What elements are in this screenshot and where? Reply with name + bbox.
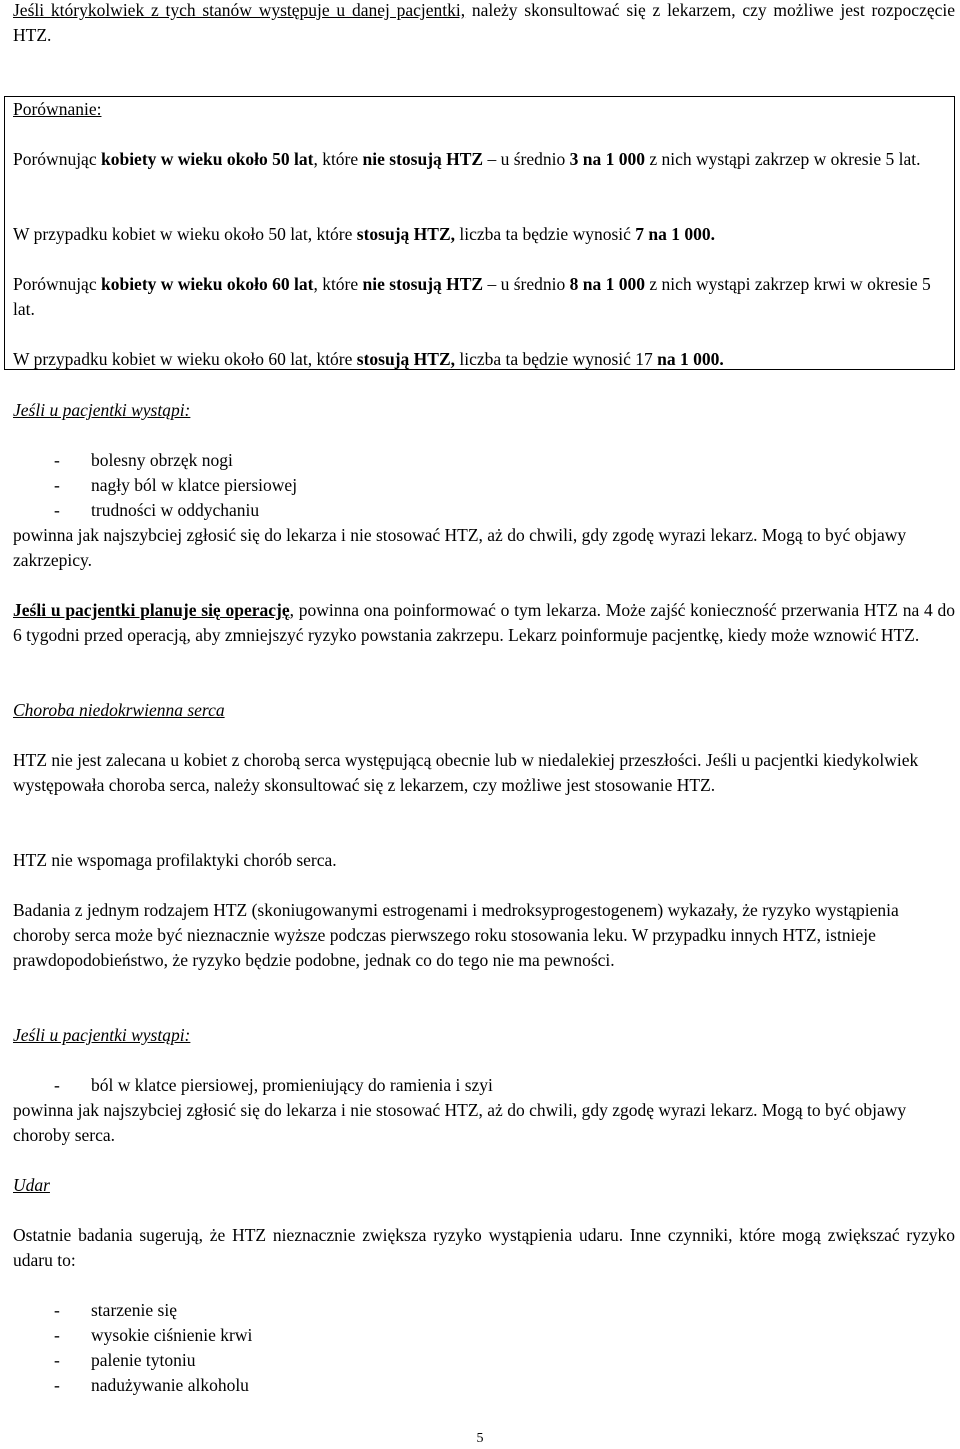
section2-heading: Jeśli u pacjentki wystąpi: xyxy=(13,1025,191,1045)
surgery-paragraph: Jeśli u pacjentki planuje się operację, powinna ona poinformować o tym lekarza. Może zajść konieczność przerwania HTZ na 4 do 6 tygodni przed operacją, aby zmniejszyć ryzyko powstania zakrzepu. Lekarz poinformuje pacjentkę, kiedy może wznowić HTZ. xyxy=(13,600,956,645)
heart-heading: Choroba niedokrwienna serca xyxy=(13,700,225,720)
section1-after: powinna jak najszybciej zgłosić się do lekarza i nie stosować HTZ, aż do chwili, gdy zgodę wyrazi lekarz. Mogą to być objawy zakrzepicy. xyxy=(13,525,907,570)
comparison-p4: W przypadku kobiet w wieku około 60 lat, które stosują HTZ, liczba ta będzie wynosić 17 na 1 000. xyxy=(13,349,724,369)
intro-rest: należy skonsultować się z lekarzem, czy możliwe jest rozpoczęcie HTZ. xyxy=(13,0,955,45)
stroke-p1: Ostatnie badania sugerują, że HTZ nieznacznie zwiększa ryzyko wystąpienia udaru. Inne czynniki, które mogą zwiększać ryzyko udaru to: xyxy=(13,1225,955,1270)
comparison-p3: Porównując kobiety w wieku około 60 lat, które nie stosują HTZ – u średnio 8 na 1 000 z nich wystąpi zakrzep krwi w okresie 5 lat. xyxy=(13,274,931,319)
intro-paragraph xyxy=(13,0,955,48)
heart-p1: HTZ nie jest zalecana u kobiet z chorobą serca występującą obecnie lub w niedalekiej przeszłości. Jeśli u pacjentki kiedykolwiek występowała choroba serca, należy skonsultować się z lekarzem, czy możliwe jest stosowanie HTZ. xyxy=(13,750,919,795)
comparison-p1: Porównując kobiety w wieku około 50 lat, które nie stosują HTZ – u średnio 3 na 1 000 z nich wystąpi zakrzep w okresie 5 lat. xyxy=(13,149,921,169)
comparison-heading: Porównanie: xyxy=(13,99,102,119)
section2-after: powinna jak najszybciej zgłosić się do lekarza i nie stosować HTZ, aż do chwili, gdy zgodę wyrazi lekarz. Mogą to być objawy choroby serca. xyxy=(13,1100,907,1145)
section1-heading: Jeśli u pacjentki wystąpi: xyxy=(13,400,191,420)
heart-p3: Badania z jednym rodzajem HTZ (skoniugowanymi estrogenami i medroksyprogestogenem) wykazały, że ryzyko wystąpienia choroby serca może być nieznacznie wyższe podczas pierwszego roku stosowania leku. W przypadku innych HTZ, istnieje prawdopodobieństwo, że ryzyko będzie podobne, jednak co do tego nie ma pewności. xyxy=(13,900,899,970)
stroke-heading: Udar xyxy=(13,1175,50,1195)
page-number: 5 xyxy=(476,1431,484,1446)
intro-underlined: Jeśli którykolwiek z tych stanów występuje u danej pacjentki, xyxy=(13,0,466,20)
comparison-p2: W przypadku kobiet w wieku około 50 lat, które stosują HTZ, liczba ta będzie wynosić 7 na 1 000. xyxy=(13,224,716,244)
heart-p2: HTZ nie wspomaga profilaktyki chorób serca. xyxy=(13,850,337,870)
